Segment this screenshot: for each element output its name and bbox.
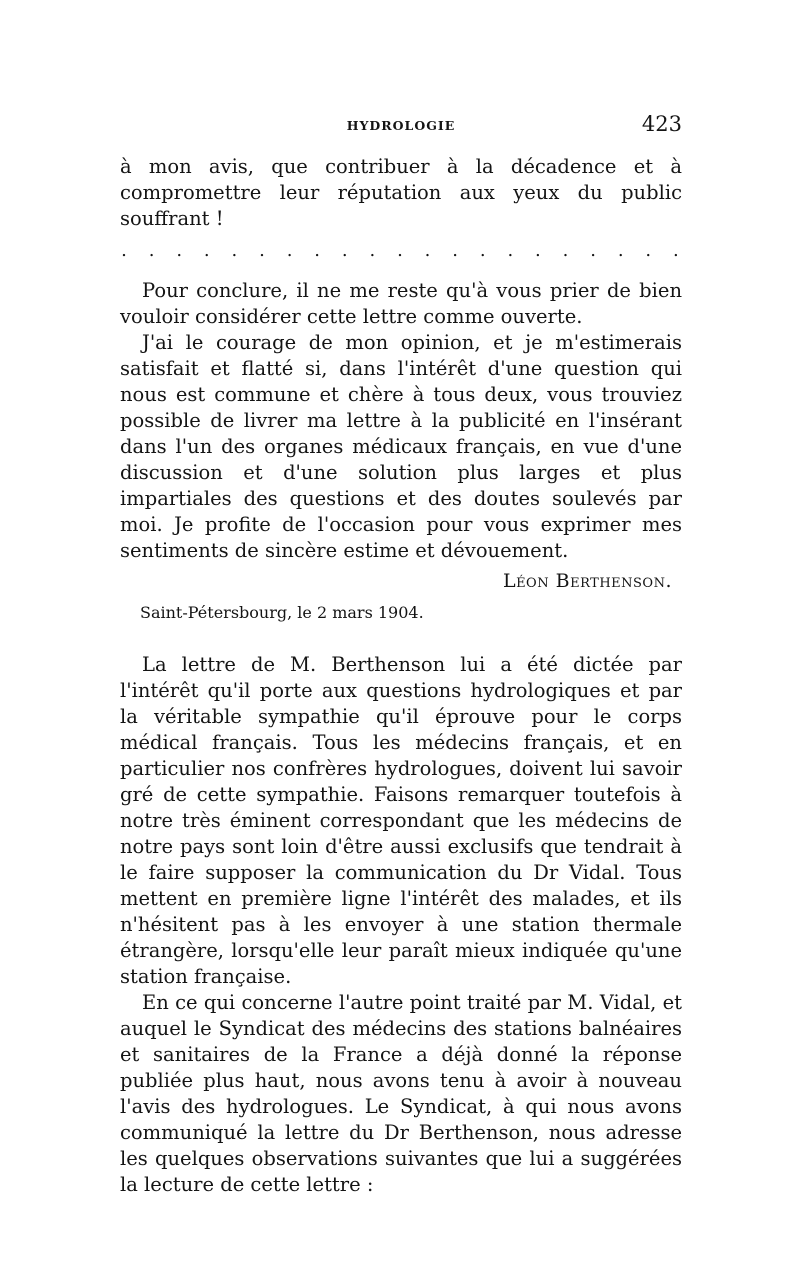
ellipsis-dot: . [452, 240, 458, 261]
ellipsis-dot: . [535, 240, 541, 261]
page-header [120, 112, 682, 142]
paragraph-editorial-response: La lettre de M. Berthenson lui a été dictée par l'intérêt qu'il porte aux questions hydrologiques et par la véritable sympathie qu'il éprouve pour le corps médical français. Tous les médecins français, et en particulier nos confrères hydrologues, doivent lui savoir gré de cette sympathie. Faisons remarquer toutefois à notre très éminent correspondant que les médecins de notre pays sont loin d'être aussi exclusifs que tendrait à le faire supposer la communication du Dr Vidal. Tous mettent en première ligne l'intérêt des malades, et ils n'hésitent pas à les envoyer à une station thermale étrangère, lorsqu'elle leur paraît mieux indiquée qu'une station française. [120, 653, 682, 988]
ellipsis-dot: . [286, 240, 293, 261]
paragraph-continuation: à mon avis, que contribuer à la décadence et à compromettre leur réputation aux yeux du public souffrant ! [120, 155, 682, 230]
ellipsis-dot: . [176, 240, 183, 261]
letter-dateline: Saint-Pétersbourg, le 2 mars 1904. [140, 603, 424, 622]
ellipsis-dot: . [645, 240, 652, 261]
running-head: HYDROLOGIE [346, 118, 456, 133]
ellipsis-dot: . [617, 240, 624, 261]
ellipsis-divider [120, 240, 682, 261]
letter-signature: Léon Berthenson. [502, 570, 672, 592]
ellipsis-dot: . [369, 240, 376, 261]
ellipsis-dot: . [148, 240, 155, 261]
ellipsis-dot: . [341, 240, 348, 261]
section-gap [120, 624, 682, 652]
page-number: 423 [641, 112, 682, 136]
ellipsis-dot: . [397, 240, 403, 261]
document-page [120, 112, 682, 1198]
ellipsis-dot: . [203, 240, 210, 261]
ellipsis-dot: . [562, 240, 569, 261]
ellipsis-dot: . [314, 240, 321, 261]
paragraph-syndicate: En ce qui concerne l'autre point traité par M. Vidal, et auquel le Syndicat des médecins des stations balnéaires et sanitaires de la France a déjà donné la réponse publiée plus haut, nous avons tenu à avoir à nouveau l'avis des hydrologues. Le Syndicat, à qui nous avons communiqué la lettre du Dr Berthenson, nous adresse les quelques observations suivantes que lui a suggérées la lecture de cette lettre : [120, 991, 682, 1196]
ellipsis-dot: . [673, 240, 679, 261]
ellipsis-dot: . [259, 240, 265, 261]
ellipsis-dot: . [231, 240, 238, 261]
paragraph-conclusion: Pour conclure, il ne me reste qu'à vous prier de bien vouloir considérer cette lettre comme ouverte. [120, 279, 682, 328]
ellipsis-dot: . [424, 240, 431, 261]
ellipsis-dot: . [590, 240, 596, 261]
ellipsis-dot: . [479, 240, 486, 261]
ellipsis-dot: . [121, 240, 127, 261]
ellipsis-dot: . [507, 240, 514, 261]
paragraph-opinion: J'ai le courage de mon opinion, et je m'estimerais satisfait et flatté si, dans l'intérêt d'une question qui nous est commune et chère à tous deux, vous trouviez possible de livrer ma lettre à la publicité en l'insérant dans l'un des organes médicaux français, en vue d'une discussion et d'une solution plus larges et plus impartiales des questions et des doutes soulevés par moi. Je profite de l'occasion pour vous exprimer mes sentiments de sincère estime et dévouement. [120, 331, 682, 562]
